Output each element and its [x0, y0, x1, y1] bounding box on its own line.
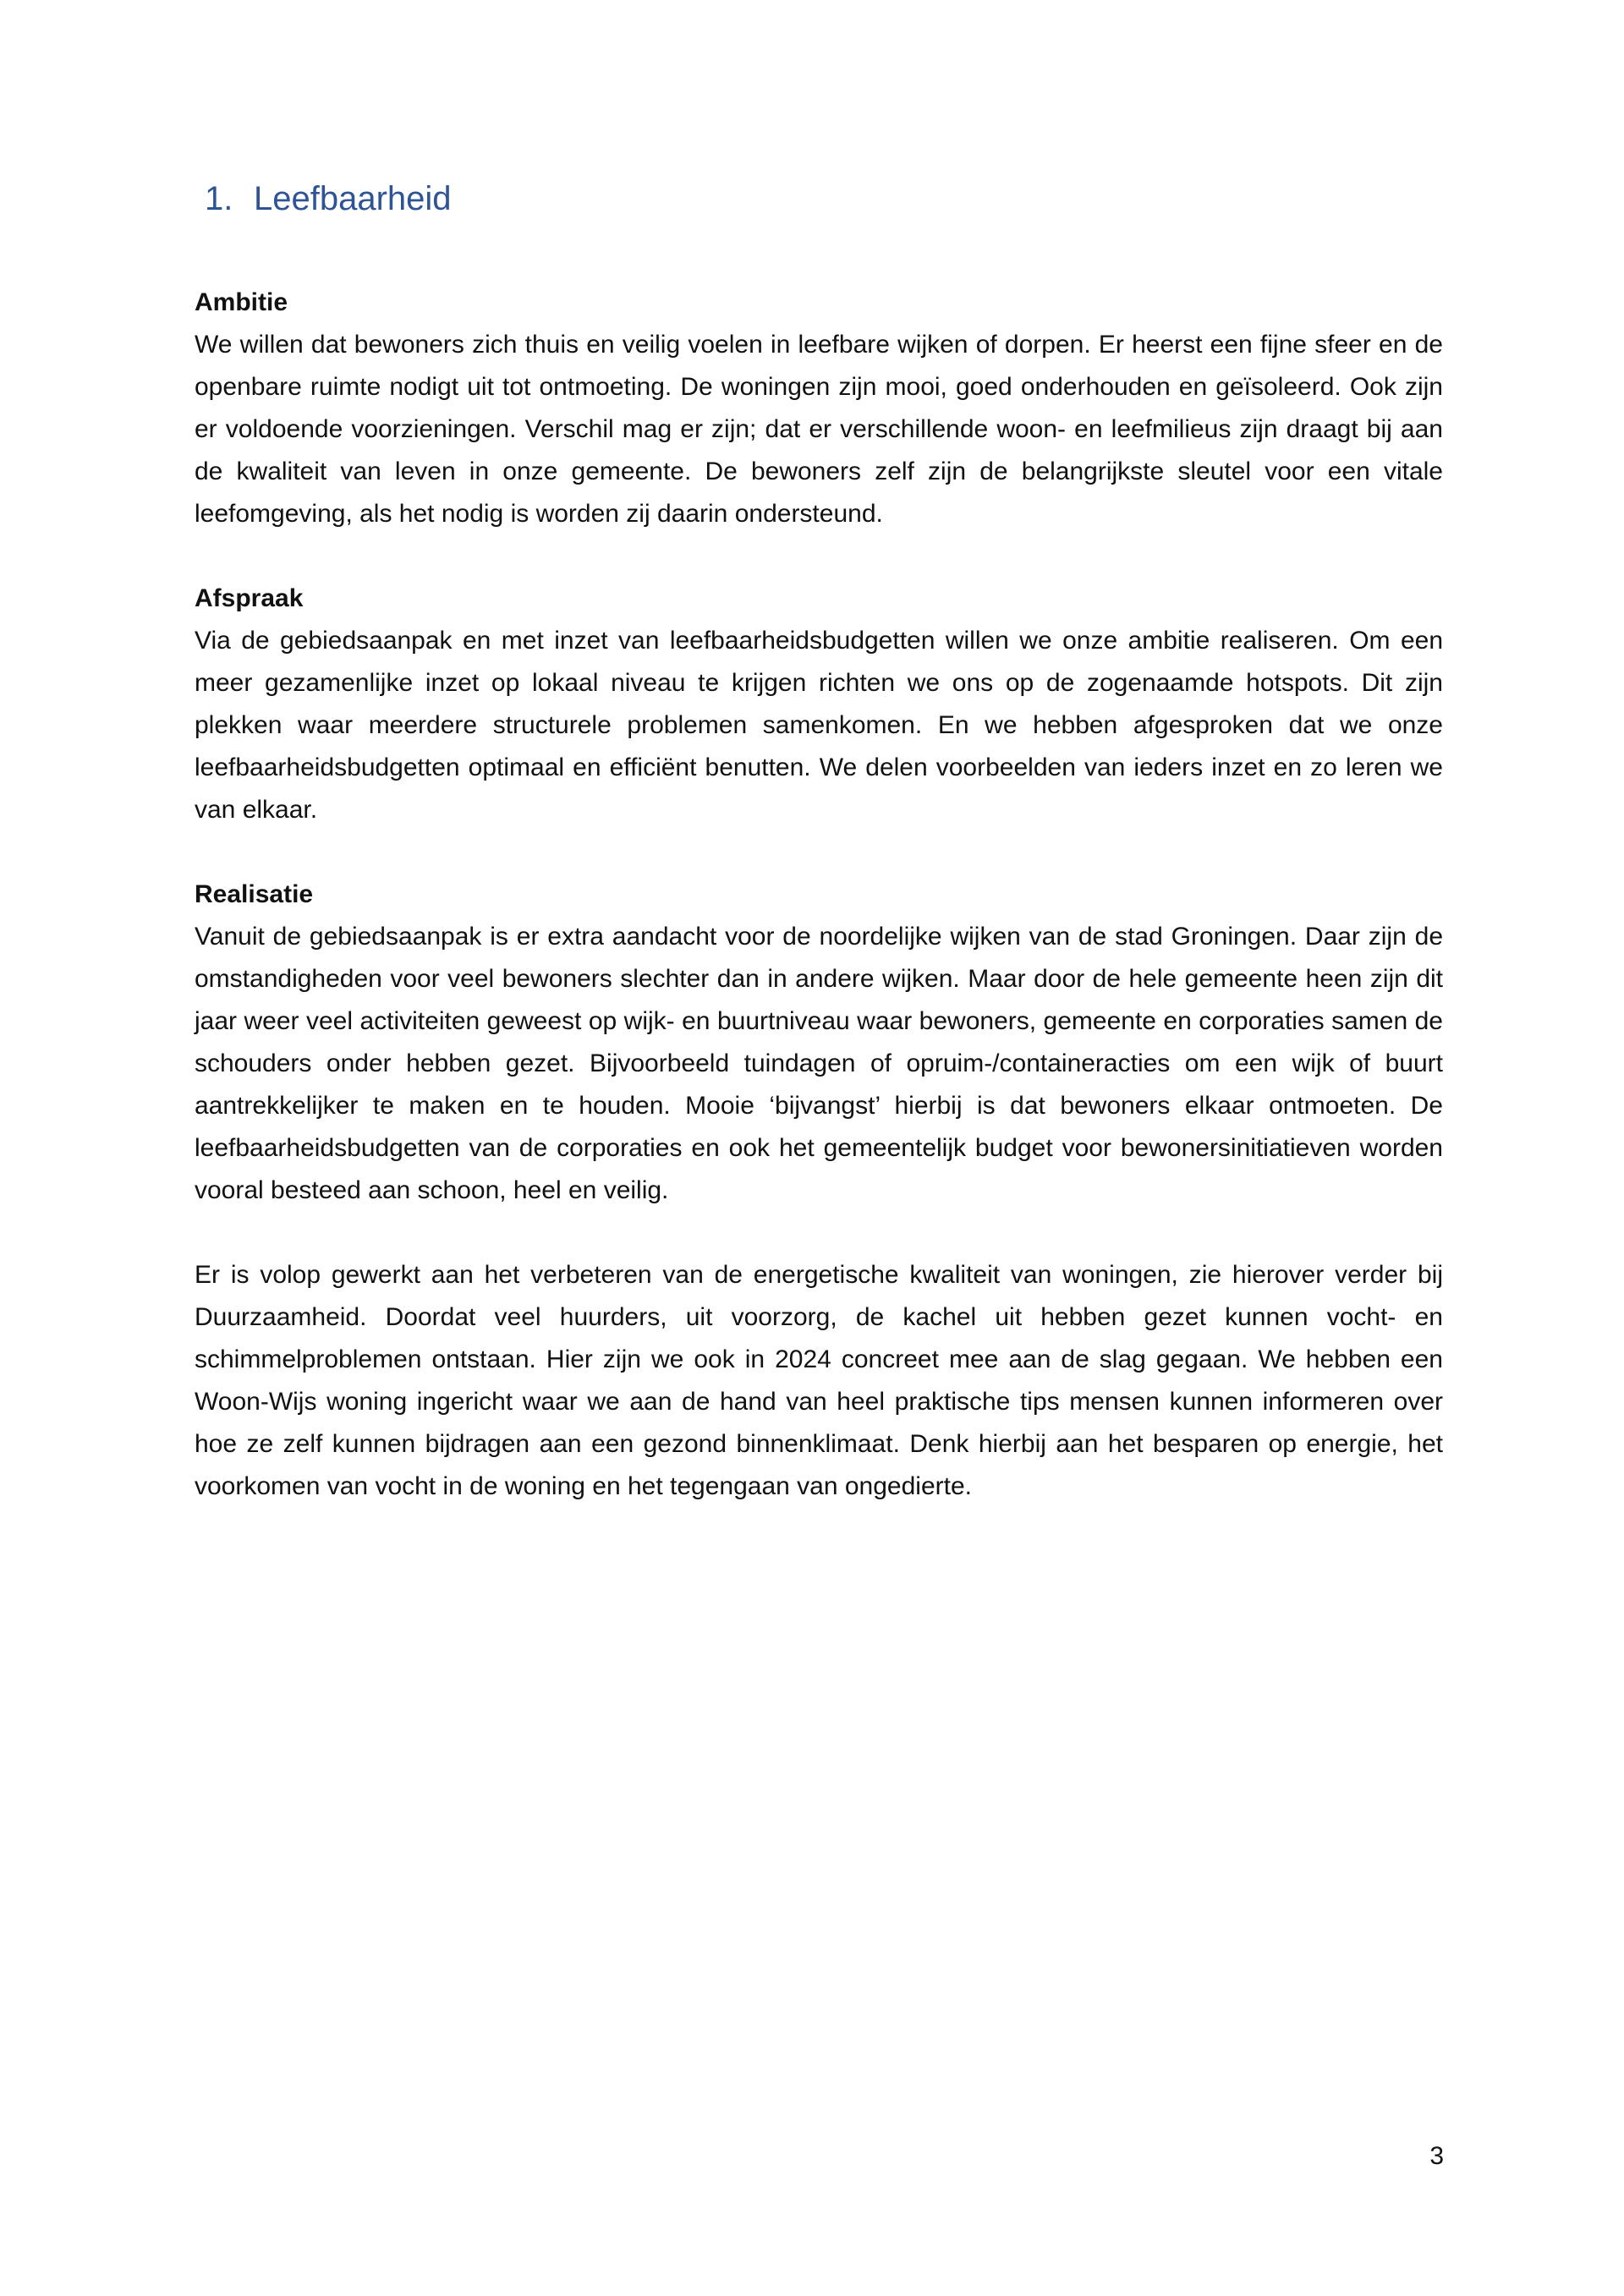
chapter-title: Leefbaarheid: [254, 180, 452, 217]
section-title: Realisatie: [195, 880, 314, 908]
paragraph: Via de gebiedsaanpak en met inzet van leefbaarheidsbudgetten willen we onze ambitie realiseren. Om een meer gezamenlijke inzet op lokaal niveau te krijgen richten we ons op de zogenaamde hotspots. Dit zijn plekken waar meerdere structurele problemen samenkomen. En we hebben afgesproken dat we onze leefbaarheidsbudgetten optimaal en efficiënt benutten. We delen voorbeelden van ieders inzet en zo leren we van elkaar.: [195, 627, 1443, 824]
paragraph: Vanuit de gebiedsaanpak is er extra aandacht voor de noordelijke wijken van de stad Groningen. Daar zijn de omstandigheden voor veel bewoners slechter dan in andere wijken. Maar door de hele gemeente heen zijn dit jaar weer veel activiteiten geweest op wijk- en buurtniveau waar bewoners, gemeente en corporaties samen de schouders onder hebben gezet. Bijvoorbeeld tuindagen of opruim-/containeracties om een wijk of buurt aantrekkelijker te maken en te houden. Mooie ‘bijvangst’ hierbij is dat bewoners elkaar ontmoeten. De leefbaarheidsbudgetten van de corporaties en ook het gemeentelijk budget voor bewonersinitiatieven worden vooral besteed aan schoon, heel en veilig.: [195, 923, 1443, 1204]
chapter-heading: [205, 173, 1443, 224]
section-afspraak: [195, 578, 1443, 831]
section-realisatie: [195, 874, 1443, 1508]
paragraph: We willen dat bewoners zich thuis en veilig voelen in leefbare wijken of dorpen. Er heerst een fijne sfeer en de openbare ruimte nodigt uit tot ontmoeting. De woningen zijn mooi, goed onderhouden en geïsoleerd. Ook zijn er voldoende voorzieningen. Verschil mag er zijn; dat er verschillende woon- en leefmilieus zijn draagt bij aan de kwaliteit van leven in onze gemeente. De bewoners zelf zijn de belangrijkste sleutel voor een vitale leefomgeving, als het nodig is worden zij daarin ondersteund.: [195, 331, 1443, 528]
chapter-number: 1.: [205, 180, 233, 217]
section-title: Ambitie: [195, 288, 288, 316]
page-number: 3: [1429, 2142, 1444, 2170]
section-title: Afspraak: [195, 584, 304, 612]
page-content: [195, 173, 1443, 1550]
paragraph: Er is volop gewerkt aan het verbeteren van de energetische kwaliteit van woningen, zie hierover verder bij Duurzaamheid. Doordat veel huurders, uit voorzorg, de kachel uit hebben gezet kunnen vocht- en schimmelproblemen ontstaan. Hier zijn we ook in 2024 concreet mee aan de slag gegaan. We hebben een Woon-Wijs woning ingericht waar we aan de hand van heel praktische tips mensen kunnen informeren over hoe ze zelf kunnen bijdragen aan een gezond binnenklimaat. Denk hierbij aan het besparen op energie, het voorkomen van vocht in de woning en het tegengaan van ongedierte.: [195, 1261, 1443, 1500]
section-ambitie: [195, 282, 1443, 535]
